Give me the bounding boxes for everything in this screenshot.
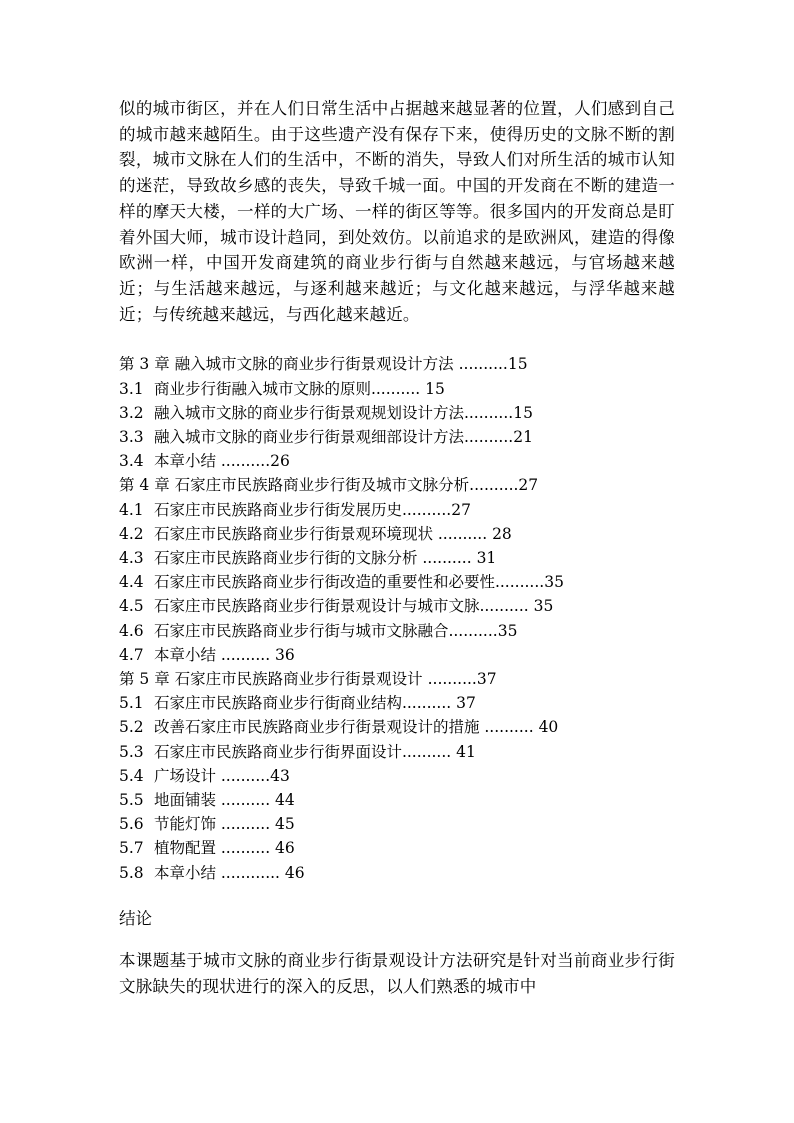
toc-title: 融入城市文脉的商业步行街景观细部设计方法..........21 (153, 427, 533, 446)
toc-line (119, 570, 675, 594)
toc-title: 石家庄市民族路商业步行街景观环境现状 .......... 28 (153, 524, 512, 543)
intro-paragraph: 似的城市街区，并在人们日常生活中占据越来越显著的位置，人们感到自己的城市越来越陌生。由于这些遗产没有保存下来，使得历史的文脉不断的割裂，城市文脉在人们的生活中，不断的消失，导致人们对所生活的城市认知的迷茫，导致故乡感的丧失，导致千城一面。中国的开发商在不断的建造一样的摩天大楼，一样的大广场、一样的街区等等。很多国内的开发商总是盯着外国大师，城市设计趋同，到处效仿。以前追求的是欧洲风，建造的得像欧洲一样，中国开发商建筑的商业步行街与自然越来越远，与官场越来越近；与生活越来越远，与逐利越来越近；与文化越来越远，与浮华越来越近；与传统越来越远，与西化越来越近。 (119, 99, 675, 324)
toc-number: 第 3 章 (119, 355, 170, 374)
table-of-contents (119, 352, 675, 884)
toc-number: 5.7 (119, 839, 144, 858)
toc-number: 5.4 (119, 766, 144, 785)
toc-title: 改善石家庄市民族路商业步行街景观设计的措施 .......... 40 (153, 718, 559, 737)
toc-line (119, 498, 675, 522)
toc-number: 5.1 (119, 694, 144, 713)
toc-number: 4.7 (119, 645, 144, 664)
toc-line (119, 836, 675, 860)
toc-number: 3.3 (119, 427, 144, 446)
toc-title: 广场设计 ..........43 (153, 766, 290, 785)
toc-number: 4.6 (119, 621, 144, 640)
toc-number: 5.3 (119, 742, 144, 761)
toc-line (119, 401, 675, 425)
toc-line (119, 425, 675, 449)
toc-line (119, 715, 675, 739)
toc-line (119, 764, 675, 788)
toc-number: 4.3 (119, 548, 144, 567)
toc-line (119, 594, 675, 618)
toc-number: 5.8 (119, 863, 144, 882)
toc-number: 4.4 (119, 573, 144, 592)
document-page (119, 96, 675, 999)
toc-title: 石家庄市民族路商业步行街与城市文脉融合..........35 (153, 621, 518, 640)
toc-title: 本章小结 ..........26 (153, 452, 290, 471)
toc-title: 地面铺装 .......... 44 (153, 790, 295, 809)
toc-title: 本章小结 .......... 36 (153, 645, 295, 664)
toc-title: 石家庄市民族路商业步行街景观设计与城市文脉.......... 35 (153, 597, 554, 616)
conclusion-heading: 结论 (119, 908, 152, 928)
toc-title: 节能灯饰 .......... 45 (153, 815, 295, 834)
toc-number: 3.4 (119, 452, 144, 471)
toc-title: 石家庄市民族路商业步行街景观设计 ..........37 (174, 669, 497, 688)
toc-line (119, 473, 675, 497)
toc-title: 石家庄市民族路商业步行街改造的重要性和必要性..........35 (153, 573, 564, 592)
toc-number: 5.5 (119, 790, 144, 809)
toc-line (119, 449, 675, 473)
toc-title: 石家庄市民族路商业步行街及城市文脉分析..........27 (174, 476, 539, 495)
toc-line (119, 352, 675, 376)
toc-number: 3.1 (119, 379, 144, 398)
toc-number: 3.2 (119, 403, 144, 422)
toc-line (119, 377, 675, 401)
toc-number: 第 4 章 (119, 476, 170, 495)
toc-number: 4.2 (119, 524, 144, 543)
toc-title: 石家庄市民族路商业步行街的文脉分析 .......... 31 (153, 548, 497, 567)
toc-line (119, 812, 675, 836)
toc-line (119, 691, 675, 715)
toc-title: 石家庄市民族路商业步行街发展历史..........27 (153, 500, 471, 519)
toc-line (119, 740, 675, 764)
toc-line (119, 546, 675, 570)
toc-line (119, 619, 675, 643)
toc-line (119, 788, 675, 812)
toc-line (119, 522, 675, 546)
toc-number: 5.2 (119, 718, 144, 737)
toc-title: 石家庄市民族路商业步行街界面设计.......... 41 (153, 742, 476, 761)
toc-title: 融入城市文脉的商业步行街景观规划设计方法..........15 (153, 403, 533, 422)
toc-number: 5.6 (119, 815, 144, 834)
toc-number: 4.5 (119, 597, 144, 616)
toc-number: 4.1 (119, 500, 144, 519)
toc-line (119, 643, 675, 667)
toc-number: 第 5 章 (119, 669, 170, 688)
toc-title: 本章小结 ............ 46 (153, 863, 305, 882)
conclusion-paragraph: 本课题基于城市文脉的商业步行街景观设计方法研究是针对当前商业步行街文脉缺失的现状进行的深入的反思，以人们熟悉的城市中 (119, 950, 675, 996)
toc-title: 植物配置 .......... 46 (153, 839, 295, 858)
toc-title: 石家庄市民族路商业步行街商业结构.......... 37 (153, 694, 476, 713)
toc-title: 商业步行街融入城市文脉的原则.......... 15 (153, 379, 445, 398)
toc-line (119, 861, 675, 885)
toc-title: 融入城市文脉的商业步行街景观设计方法 ..........15 (174, 355, 528, 374)
toc-line (119, 667, 675, 691)
